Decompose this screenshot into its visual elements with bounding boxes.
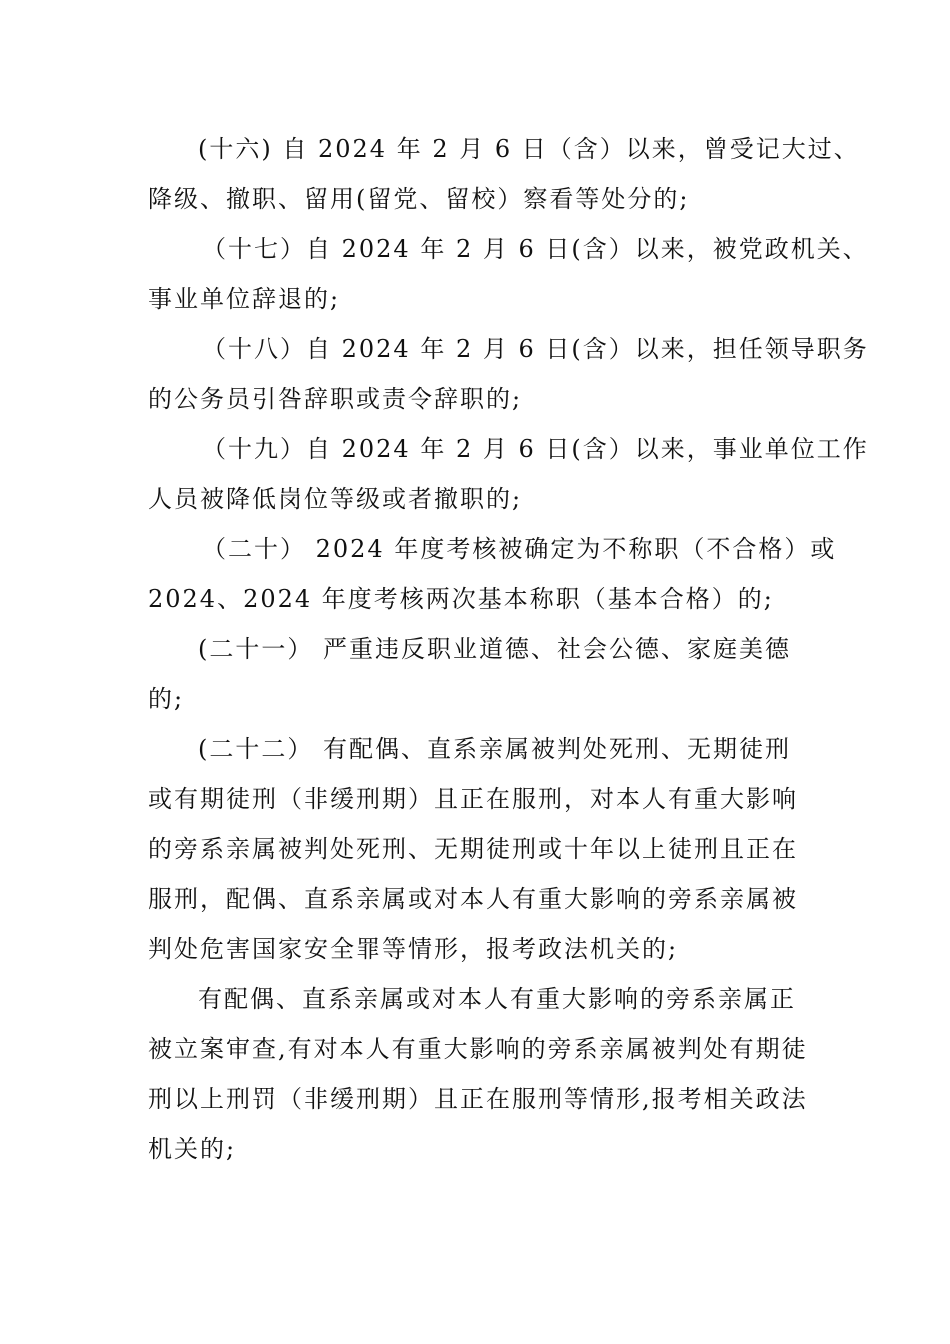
clause-22-line-5: 判处危害国家安全罪等情形，报考政法机关的;	[148, 935, 679, 963]
clause-20-line-2: 2024、2024 年度考核两次基本称职（基本合格）的;	[148, 585, 774, 613]
clause-23-line-3: 刑以上刑罚（非缓刑期）且正在服刑等情形,报考相关政法	[148, 1085, 808, 1113]
clause-21-line-1: (二十一） 严重违反职业道德、社会公德、家庭美德	[198, 635, 791, 663]
clause-21-line-2: 的;	[148, 685, 185, 713]
clause-17-line-1: （十七）自 2024 年 2 月 6 日(含）以来，被党政机关、	[202, 235, 869, 263]
clause-22-line-4: 服刑，配偶、直系亲属或对本人有重大影响的旁系亲属被	[148, 885, 798, 913]
clause-19-line-2: 人员被降低岗位等级或者撤职的;	[148, 485, 523, 513]
clause-17-line-2: 事业单位辞退的;	[148, 285, 341, 313]
clause-23-line-2: 被立案审查,有对本人有重大影响的旁系亲属被判处有期徒	[148, 1035, 808, 1063]
clause-22-line-1: (二十二） 有配偶、直系亲属被判处死刑、无期徒刑	[198, 735, 791, 763]
clause-16-line-2: 降级、撤职、留用(留党、留校）察看等处分的;	[148, 185, 690, 213]
clause-18-line-2: 的公务员引咎辞职或责令辞职的;	[148, 385, 523, 413]
clause-20-line-1: （二十） 2024 年度考核被确定为不称职（不合格）或	[202, 535, 837, 563]
clause-22-line-3: 的旁系亲属被判处死刑、无期徒刑或十年以上徒刑且正在	[148, 835, 798, 863]
clause-18-line-1: （十八）自 2024 年 2 月 6 日(含）以来，担任领导职务	[202, 335, 869, 363]
clause-23-line-4: 机关的;	[148, 1135, 237, 1163]
clause-23-line-1: 有配偶、直系亲属或对本人有重大影响的旁系亲属正	[198, 985, 796, 1013]
clause-22-line-2: 或有期徒刑（非缓刑期）且正在服刑，对本人有重大影响	[148, 785, 798, 813]
clause-16-line-1: (十六) 自 2024 年 2 月 6 日（含）以来，曾受记大过、	[198, 135, 860, 163]
clause-19-line-1: （十九）自 2024 年 2 月 6 日(含）以来，事业单位工作	[202, 435, 869, 463]
